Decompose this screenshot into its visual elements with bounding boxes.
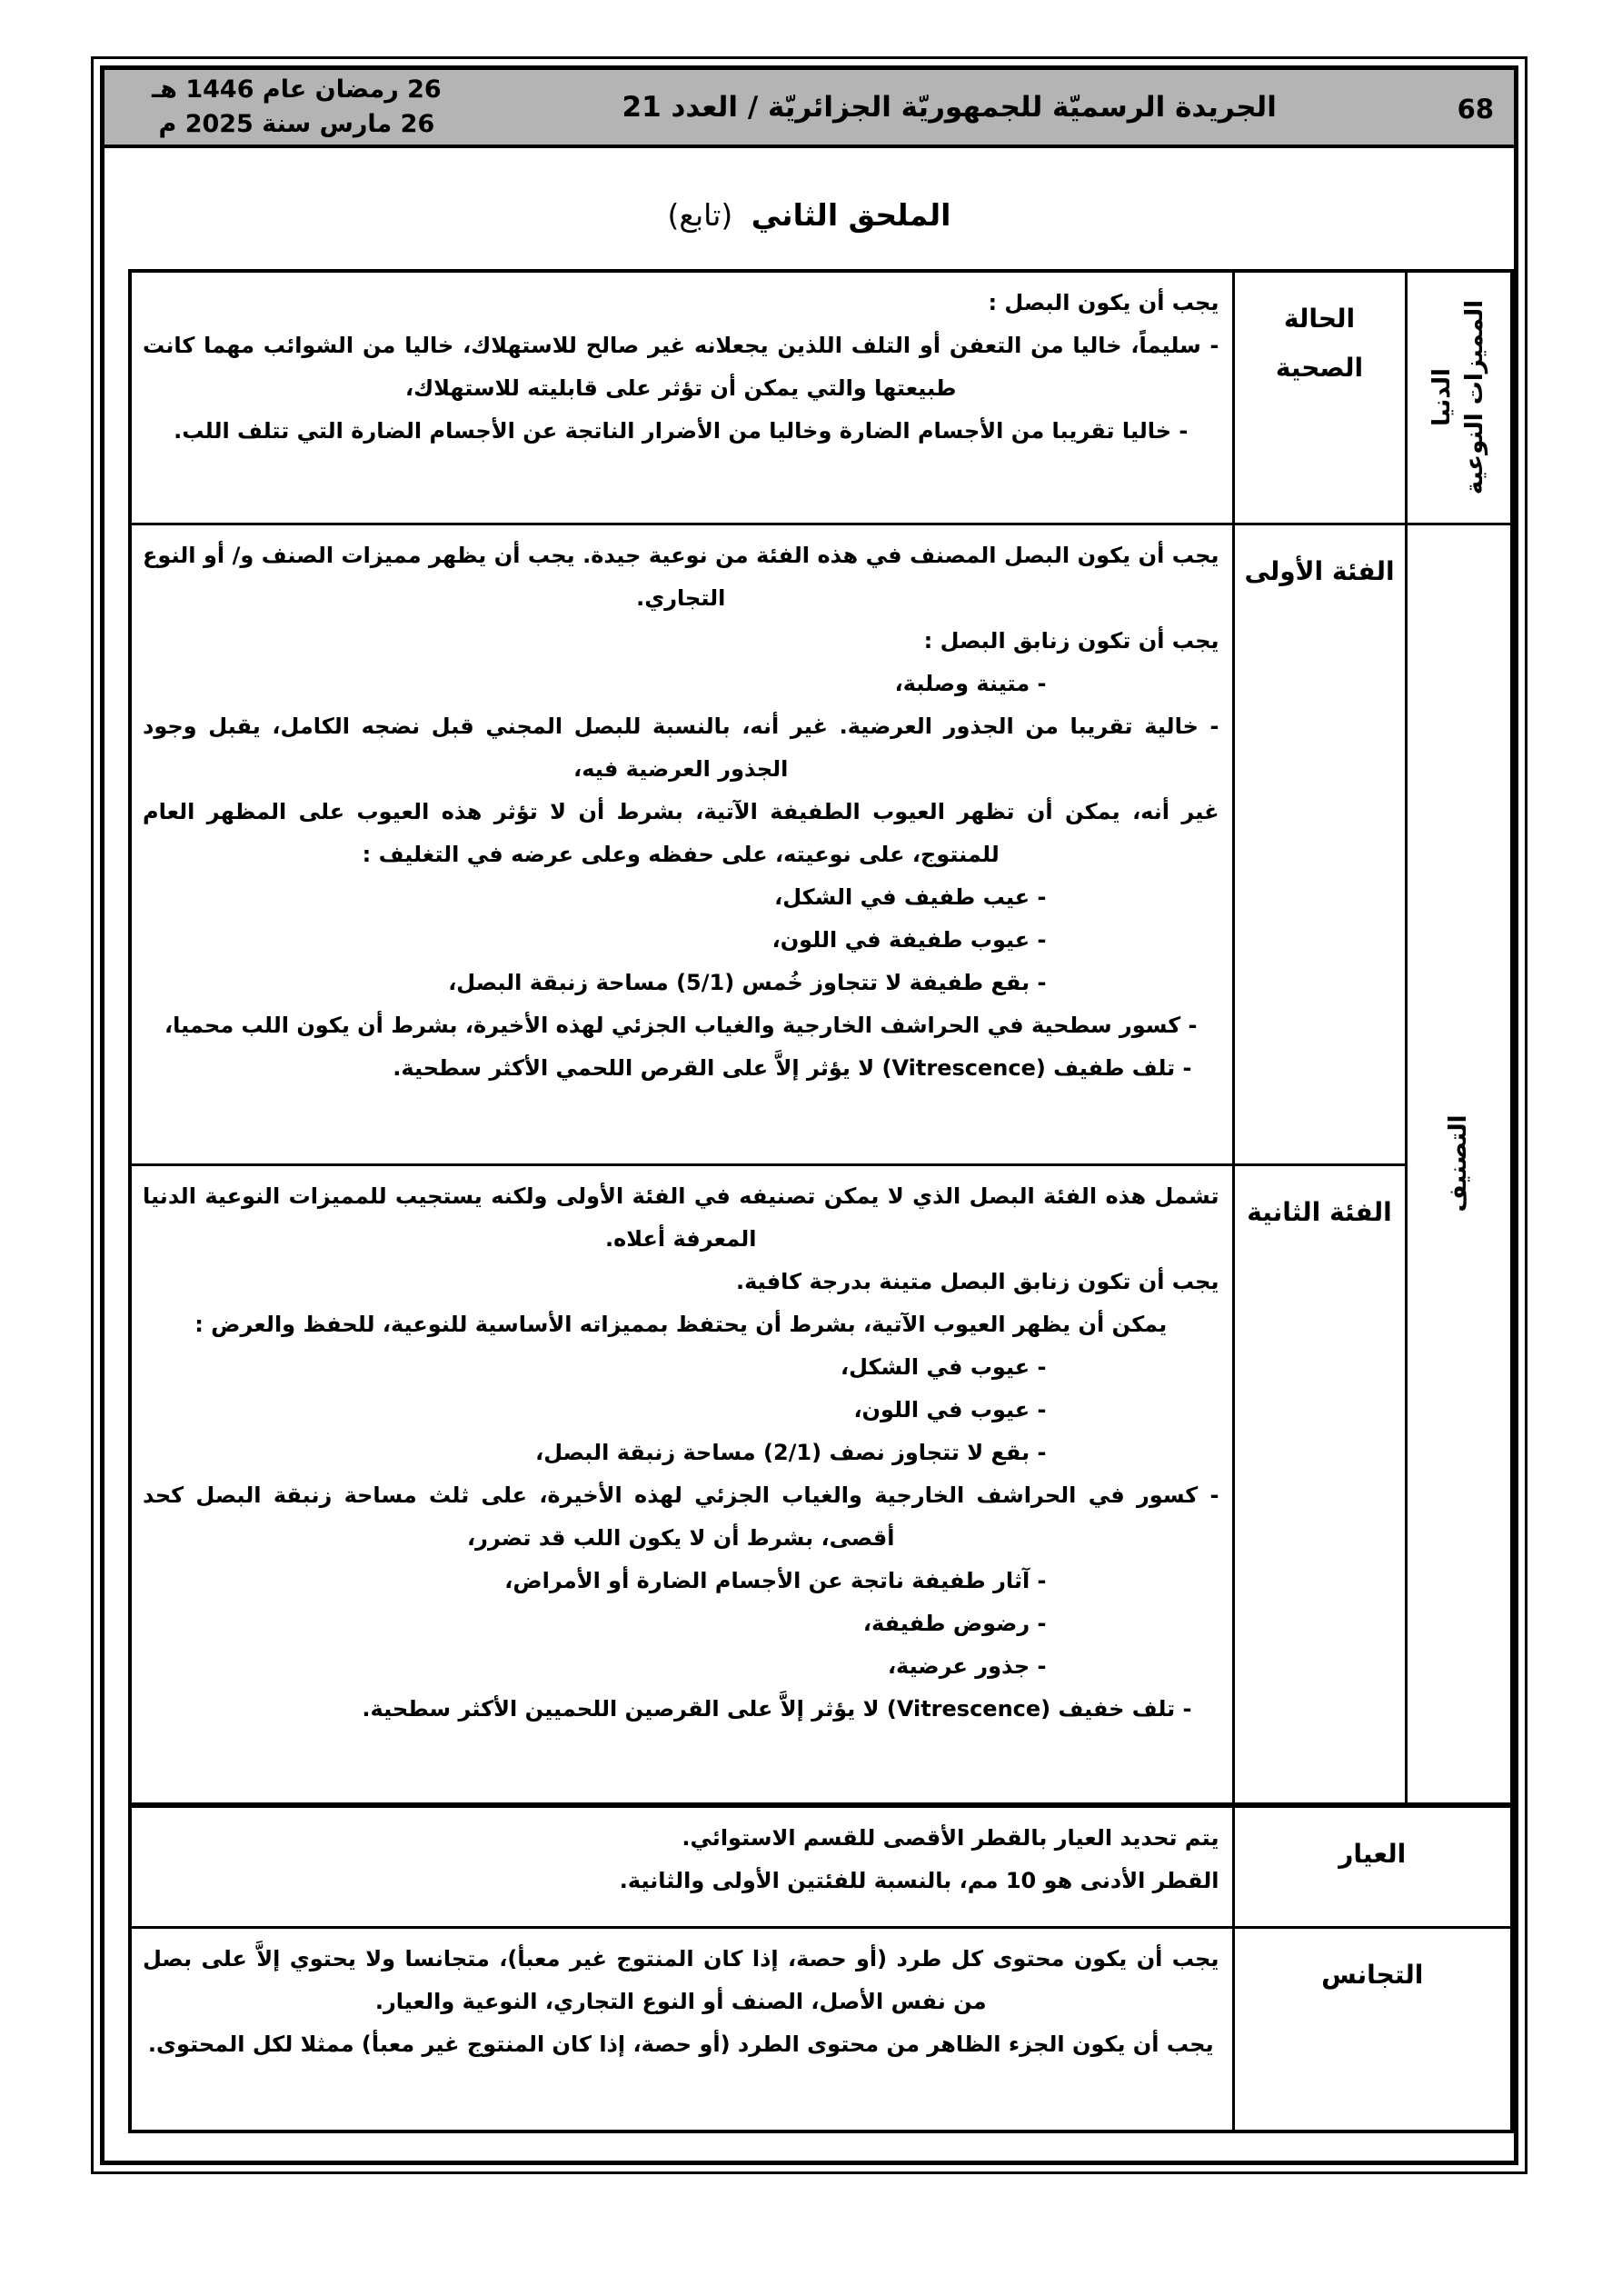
row-category-one <box>130 524 1512 1164</box>
row-header-category-one: الفئة الأولى <box>1233 524 1406 1164</box>
paragraph: يجب أن تكون زنابق البصل متينة بدرجة كافية. <box>735 1268 1219 1294</box>
row-header-caliber: العيار <box>1233 1805 1512 1927</box>
row-health-state <box>130 271 1512 524</box>
paragraph: - عيوب في اللون، <box>853 1396 1047 1423</box>
paragraph: - خاليا تقريبا من الأجسام الضارة وخاليا من الأضرار الناتجة عن الأجسام الضارة التي تتلف اللب. <box>174 418 1189 444</box>
page-border-outer <box>91 56 1527 2174</box>
paragraph: - عيوب طفيفة في اللون، <box>771 926 1047 953</box>
paragraph: تشمل هذه الفئة البصل الذي لا يمكن تصنيفه في الفئة الأولى ولكنه يستجيب للمميزات النوعية الدنيا المعرفة أعلاه. <box>143 1183 1219 1252</box>
row-caliber <box>130 1805 1512 1927</box>
row-header-homogeneity: التجانس <box>1233 1927 1512 2131</box>
paragraph: يجب أن يكون البصل المصنف في هذه الفئة من نوعية جيدة. يجب أن يظهر مميزات الصنف و/ أو النوع التجاري. <box>143 542 1219 611</box>
row-content-homogeneity <box>130 1927 1233 2131</box>
paragraph: - سليماً، خاليا من التعفن أو التلف اللذين يجعلانه غير صالح للاستهلاك، خاليا من الشوائب مهما كانت طبيعتها والتي يمكن أن تؤثر على قابليته للاستهلاك، <box>143 333 1219 401</box>
paragraph: يجب أن يكون الجزء الظاهر من محتوى الطرد (أو حصة، إذا كان المنتوج غير معبأ) ممثلا لكل المحتوى. <box>147 2031 1214 2057</box>
classification-table <box>128 269 1514 2133</box>
side-label-classification <box>1442 1115 1475 1213</box>
paragraph: - بقع طفيفة لا تتجاوز خُمس (5/1) مساحة زنبقة البصل، <box>448 969 1047 995</box>
paragraph: - رضوض طفيفة، <box>862 1610 1047 1636</box>
row-category-two <box>130 1164 1512 1805</box>
paragraph: - تلف طفيف (Vitrescence) لا يؤثر إلاَّ على القرص اللحمي الأكثر سطحية. <box>393 1054 1192 1081</box>
paragraph: - متينة وصلبة، <box>894 670 1047 696</box>
paragraph: - خالية تقريبا من الجذور العرضية. غير أنه، بالنسبة للبصل المجني قبل نضجه الكامل، يقبل وجود الجذور العرضية فيه، <box>143 713 1219 782</box>
paragraph: - عيوب في الشكل، <box>840 1353 1047 1380</box>
row-content-health-state <box>130 271 1233 524</box>
issue-dates <box>124 73 442 142</box>
paragraph: - عيب طفيف في الشكل، <box>774 883 1047 910</box>
side-label-classification-text: التصنيف <box>1445 1114 1473 1213</box>
side-label-quality-cell <box>1406 271 1512 524</box>
paragraph: يمكن أن يظهر العيوب الآتية، بشرط أن يحتفظ بمميزاته الأساسية للنوعية، للحفظ والعرض : <box>194 1311 1168 1337</box>
paragraph: - تلف خفيف (Vitrescence) لا يؤثر إلاَّ على القرصين اللحميين الأكثر سطحية. <box>362 1695 1192 1722</box>
row-content-category-two <box>130 1164 1233 1805</box>
paragraph: - آثار طفيفة ناتجة عن الأجسام الضارة أو الأمراض، <box>504 1567 1047 1593</box>
paragraph: يجب أن يكون محتوى كل طرد (أو حصة، إذا كان المنتوج غير معبأ)، متجانسا ولا يحتوي إلاَّ على بصل من نفس الأصل، الصنف أو النوع التجاري، النوعية والعيار. <box>143 1945 1219 2014</box>
annex-title <box>104 197 1514 233</box>
paragraph: غير أنه، يمكن أن تظهر العيوب الطفيفة الآتية، بشرط أن لا تؤثر هذه العيوب على المظهر العام للمنتوج، على نوعيته، على حفظه وعلى عرضه في التغليف : <box>143 798 1219 867</box>
paragraph: - كسور في الحراشف الخارجية والغياب الجزئي لهذه الأخيرة، على ثلث مساحة زنبقة البصل كحد أقصى، بشرط أن لا يكون اللب قد تضرر، <box>143 1482 1219 1551</box>
paragraph: القطر الأدنى هو 10 مم، بالنسبة للفئتين الأولى والثانية. <box>619 1868 1219 1893</box>
side-label-quality-line1: المميزات النوعية <box>1461 300 1489 495</box>
paragraph: يتم تحديد العيار بالقطر الأقصى للقسم الاستوائي. <box>682 1825 1219 1851</box>
side-label-quality-line2: الدنيا <box>1428 368 1457 427</box>
side-label-quality <box>1426 300 1491 494</box>
row-content-caliber <box>130 1805 1233 1927</box>
paragraph: يجب أن يكون البصل : <box>988 290 1219 315</box>
side-label-classification-cell <box>1406 524 1512 1805</box>
page-number: 68 <box>1457 94 1494 125</box>
annex-title-suffix: (تابع) <box>667 197 733 233</box>
date-gregorian: 26 مارس سنة 2025 م <box>158 110 435 138</box>
row-header-category-two: الفئة الثانية <box>1233 1164 1406 1805</box>
annex-title-main: الملحق الثاني <box>751 197 951 233</box>
paragraph: - كسور سطحية في الحراشف الخارجية والغياب الجزئي لهذه الأخيرة، بشرط أن يكون اللب محميا، <box>164 1012 1198 1038</box>
paragraph: يجب أن تكون زنابق البصل : <box>923 627 1219 654</box>
date-hijri: 26 رمضان عام 1446 هـ <box>152 75 442 104</box>
journal-title: الجريدة الرسميّة للجمهوريّة الجزائريّة / العدد 21 <box>622 91 1277 124</box>
paragraph: - بقع لا تتجاوز نصف (2/1) مساحة زنبقة البصل، <box>535 1439 1047 1465</box>
gazette-header <box>104 70 1514 148</box>
row-header-health-state: الحالة الصحية <box>1233 271 1406 524</box>
row-homogeneity <box>130 1927 1512 2131</box>
row-content-category-one <box>130 524 1233 1164</box>
page-border-inner <box>100 65 1518 2165</box>
paragraph: - جذور عرضية، <box>887 1652 1047 1679</box>
